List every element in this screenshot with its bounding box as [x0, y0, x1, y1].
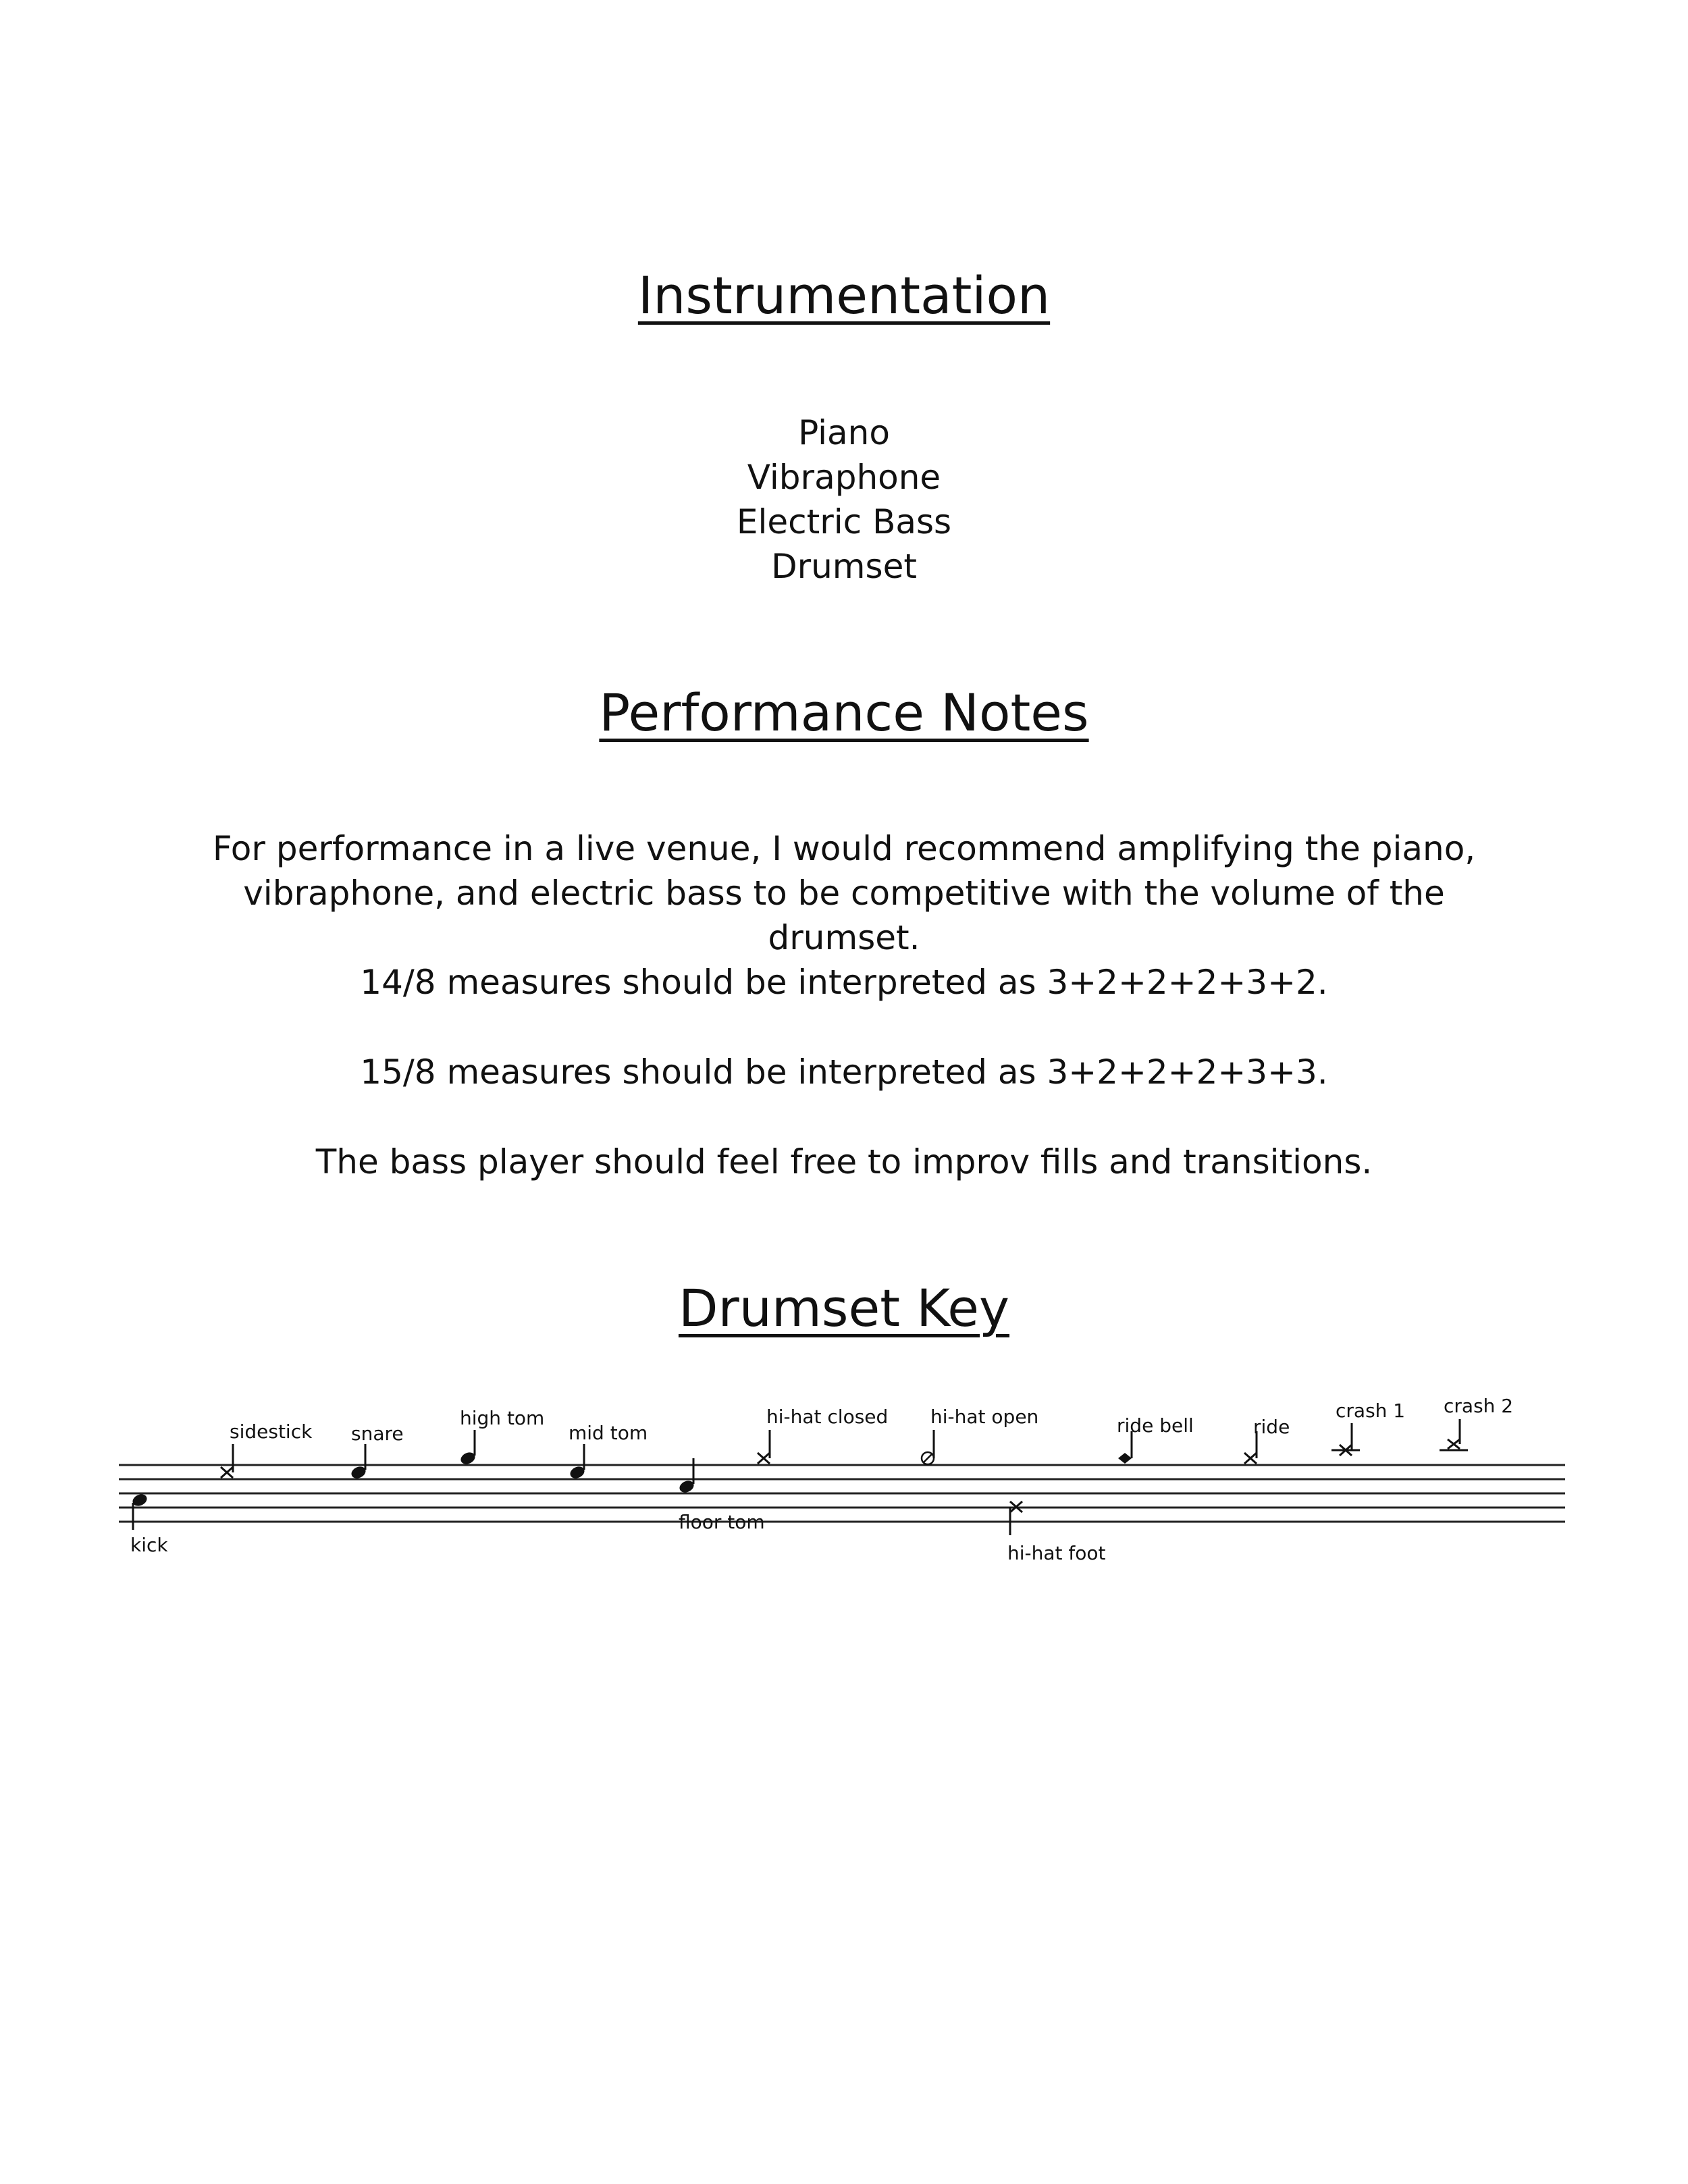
kick-note — [131, 1492, 149, 1530]
instrument-item: Vibraphone — [747, 458, 941, 497]
note-amplification-text: For performance in a live venue, I would recommend amplifying the piano, vibraphone, and electric bass to be competitive with the volume of the drumset. — [212, 829, 1476, 957]
instrument-item: Piano — [798, 413, 890, 452]
drumset-key-heading: Drumset Key — [678, 1278, 1010, 1338]
performance-note-amplification — [0, 826, 1688, 960]
high-tom-label: high tom — [460, 1407, 545, 1429]
floor-tom-label: floor tom — [679, 1511, 765, 1533]
crash-2-label: crash 2 — [1444, 1395, 1514, 1417]
instrument-item: Electric Bass — [736, 502, 952, 541]
instrument-list — [0, 410, 1688, 589]
performance-note-15-8: 15/8 measures should be interpreted as 3+2+2+2+3+3. — [360, 1053, 1328, 1092]
instrument-item: Drumset — [771, 547, 917, 586]
instrumentation-heading: Instrumentation — [637, 265, 1051, 325]
sidestick-label: sidestick — [230, 1420, 313, 1443]
hi-hat-open-note — [922, 1430, 934, 1464]
hi-hat-closed-note — [758, 1430, 770, 1464]
staff-lines — [119, 1465, 1565, 1522]
mid-tom-note — [569, 1444, 587, 1481]
performance-note-14-8: 14/8 measures should be interpreted as 3+2+2+2+3+2. — [360, 963, 1328, 1002]
snare-note — [350, 1444, 368, 1481]
high-tom-note — [459, 1430, 477, 1466]
ride-label: ride — [1253, 1416, 1290, 1438]
hi-hat-open-label: hi-hat open — [930, 1406, 1039, 1428]
hi-hat-closed-label: hi-hat closed — [766, 1406, 889, 1428]
performance-notes-heading: Performance Notes — [599, 683, 1089, 743]
performance-note-bass: The bass player should feel free to improv fills and transitions. — [315, 1142, 1373, 1181]
hi-hat-foot-label: hi-hat foot — [1007, 1542, 1106, 1564]
floor-tom-note — [678, 1458, 696, 1495]
ride-bell-label: ride bell — [1117, 1414, 1194, 1437]
crash-2-note — [1440, 1419, 1468, 1450]
crash-1-label: crash 1 — [1336, 1400, 1406, 1422]
snare-label: snare — [351, 1422, 404, 1445]
kick-label: kick — [130, 1534, 168, 1556]
sidestick-note — [221, 1444, 233, 1478]
crash-1-note — [1331, 1423, 1360, 1456]
mid-tom-label: mid tom — [569, 1422, 648, 1444]
drumset-key-staff — [0, 1377, 1688, 1580]
